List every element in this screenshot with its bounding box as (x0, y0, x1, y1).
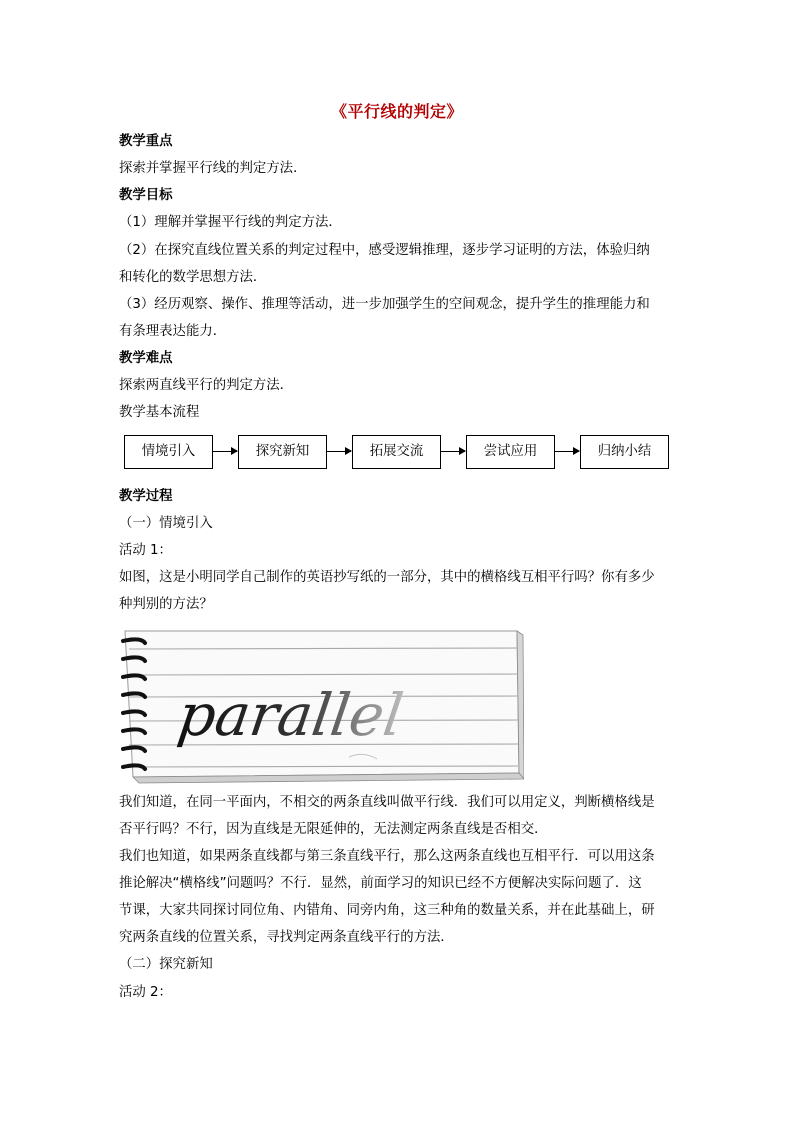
paragraph-1-line-2: 否平行吗？不行，因为直线是无限延伸的，无法测定两条直线是否相交． (119, 822, 548, 837)
goals-heading: 教学目标 (119, 188, 173, 203)
notebook-illustration (119, 627, 524, 784)
flow-step-5: 归纳小结 (580, 435, 669, 469)
difficulty-heading: 教学难点 (119, 351, 173, 366)
activity-1-question-line-1: 如图，这是小明同学自己制作的英语抄写纸的一部分，其中的横格线互相平行吗？你有多少 (119, 570, 655, 585)
process-heading: 教学过程 (119, 489, 173, 504)
flow-arrow-3 (441, 451, 465, 452)
goal-2-line-1: （2）在探究直线位置关系的判定过程中，感受逻辑推理，逐步学习证明的方法，体验归纳 (119, 243, 650, 258)
paragraph-2-line-3: 节课，大家共同探讨同位角、内错角、同旁内角，这三种角的数量关系，并在此基础上，研 (119, 903, 655, 918)
paragraph-2-line-2: 推论解决“横格线”问题吗？不行．显然，前面学习的知识已经不方便解决实际问题了．这 (119, 876, 642, 891)
section-1-heading: （一）情境引入 (119, 516, 213, 531)
illustration-word: parallel (173, 681, 408, 749)
activity-1-label: 活动 1： (119, 543, 172, 558)
flow-arrow-1 (213, 451, 237, 452)
flow-step-4: 尝试应用 (466, 435, 555, 469)
flow-step-3: 拓展交流 (352, 435, 441, 469)
paragraph-2-line-1: 我们也知道，如果两条直线都与第三条直线平行，那么这两条直线也互相平行．可以用这条 (119, 849, 655, 864)
flow-step-1: 情境引入 (124, 435, 213, 469)
paragraph-1-line-1: 我们知道，在同一平面内，不相交的两条直线叫做平行线．我们可以用定义，判断横格线是 (119, 795, 655, 810)
flow-arrow-2 (327, 451, 351, 452)
goal-1: （1）理解并掌握平行线的判定方法． (119, 215, 342, 230)
flow-arrow-4 (555, 451, 579, 452)
goal-3-line-1: （3）经历观察、操作、推理等活动，进一步加强学生的空间观念，提升学生的推理能力和 (119, 297, 650, 312)
section-2-heading: （二）探究新知 (119, 957, 213, 972)
page-title: 《平行线的判定》 (330, 102, 463, 121)
activity-2-label: 活动 2： (119, 985, 172, 1000)
activity-1-question-line-2: 种判别的方法？ (119, 597, 213, 612)
flow-heading: 教学基本流程 (119, 405, 200, 420)
goal-3-line-2: 有条理表达能力． (119, 324, 227, 339)
key-point-text: 探索并掌握平行线的判定方法． (119, 161, 307, 176)
difficulty-text: 探索两直线平行的判定方法． (119, 378, 294, 393)
key-point-heading: 教学重点 (119, 134, 173, 149)
flow-chart (124, 435, 668, 469)
flow-step-2: 探究新知 (238, 435, 327, 469)
goal-2-line-2: 和转化的数学思想方法． (119, 270, 267, 285)
paragraph-2-line-4: 究两条直线的位置关系，寻找判定两条直线平行的方法． (119, 930, 454, 945)
